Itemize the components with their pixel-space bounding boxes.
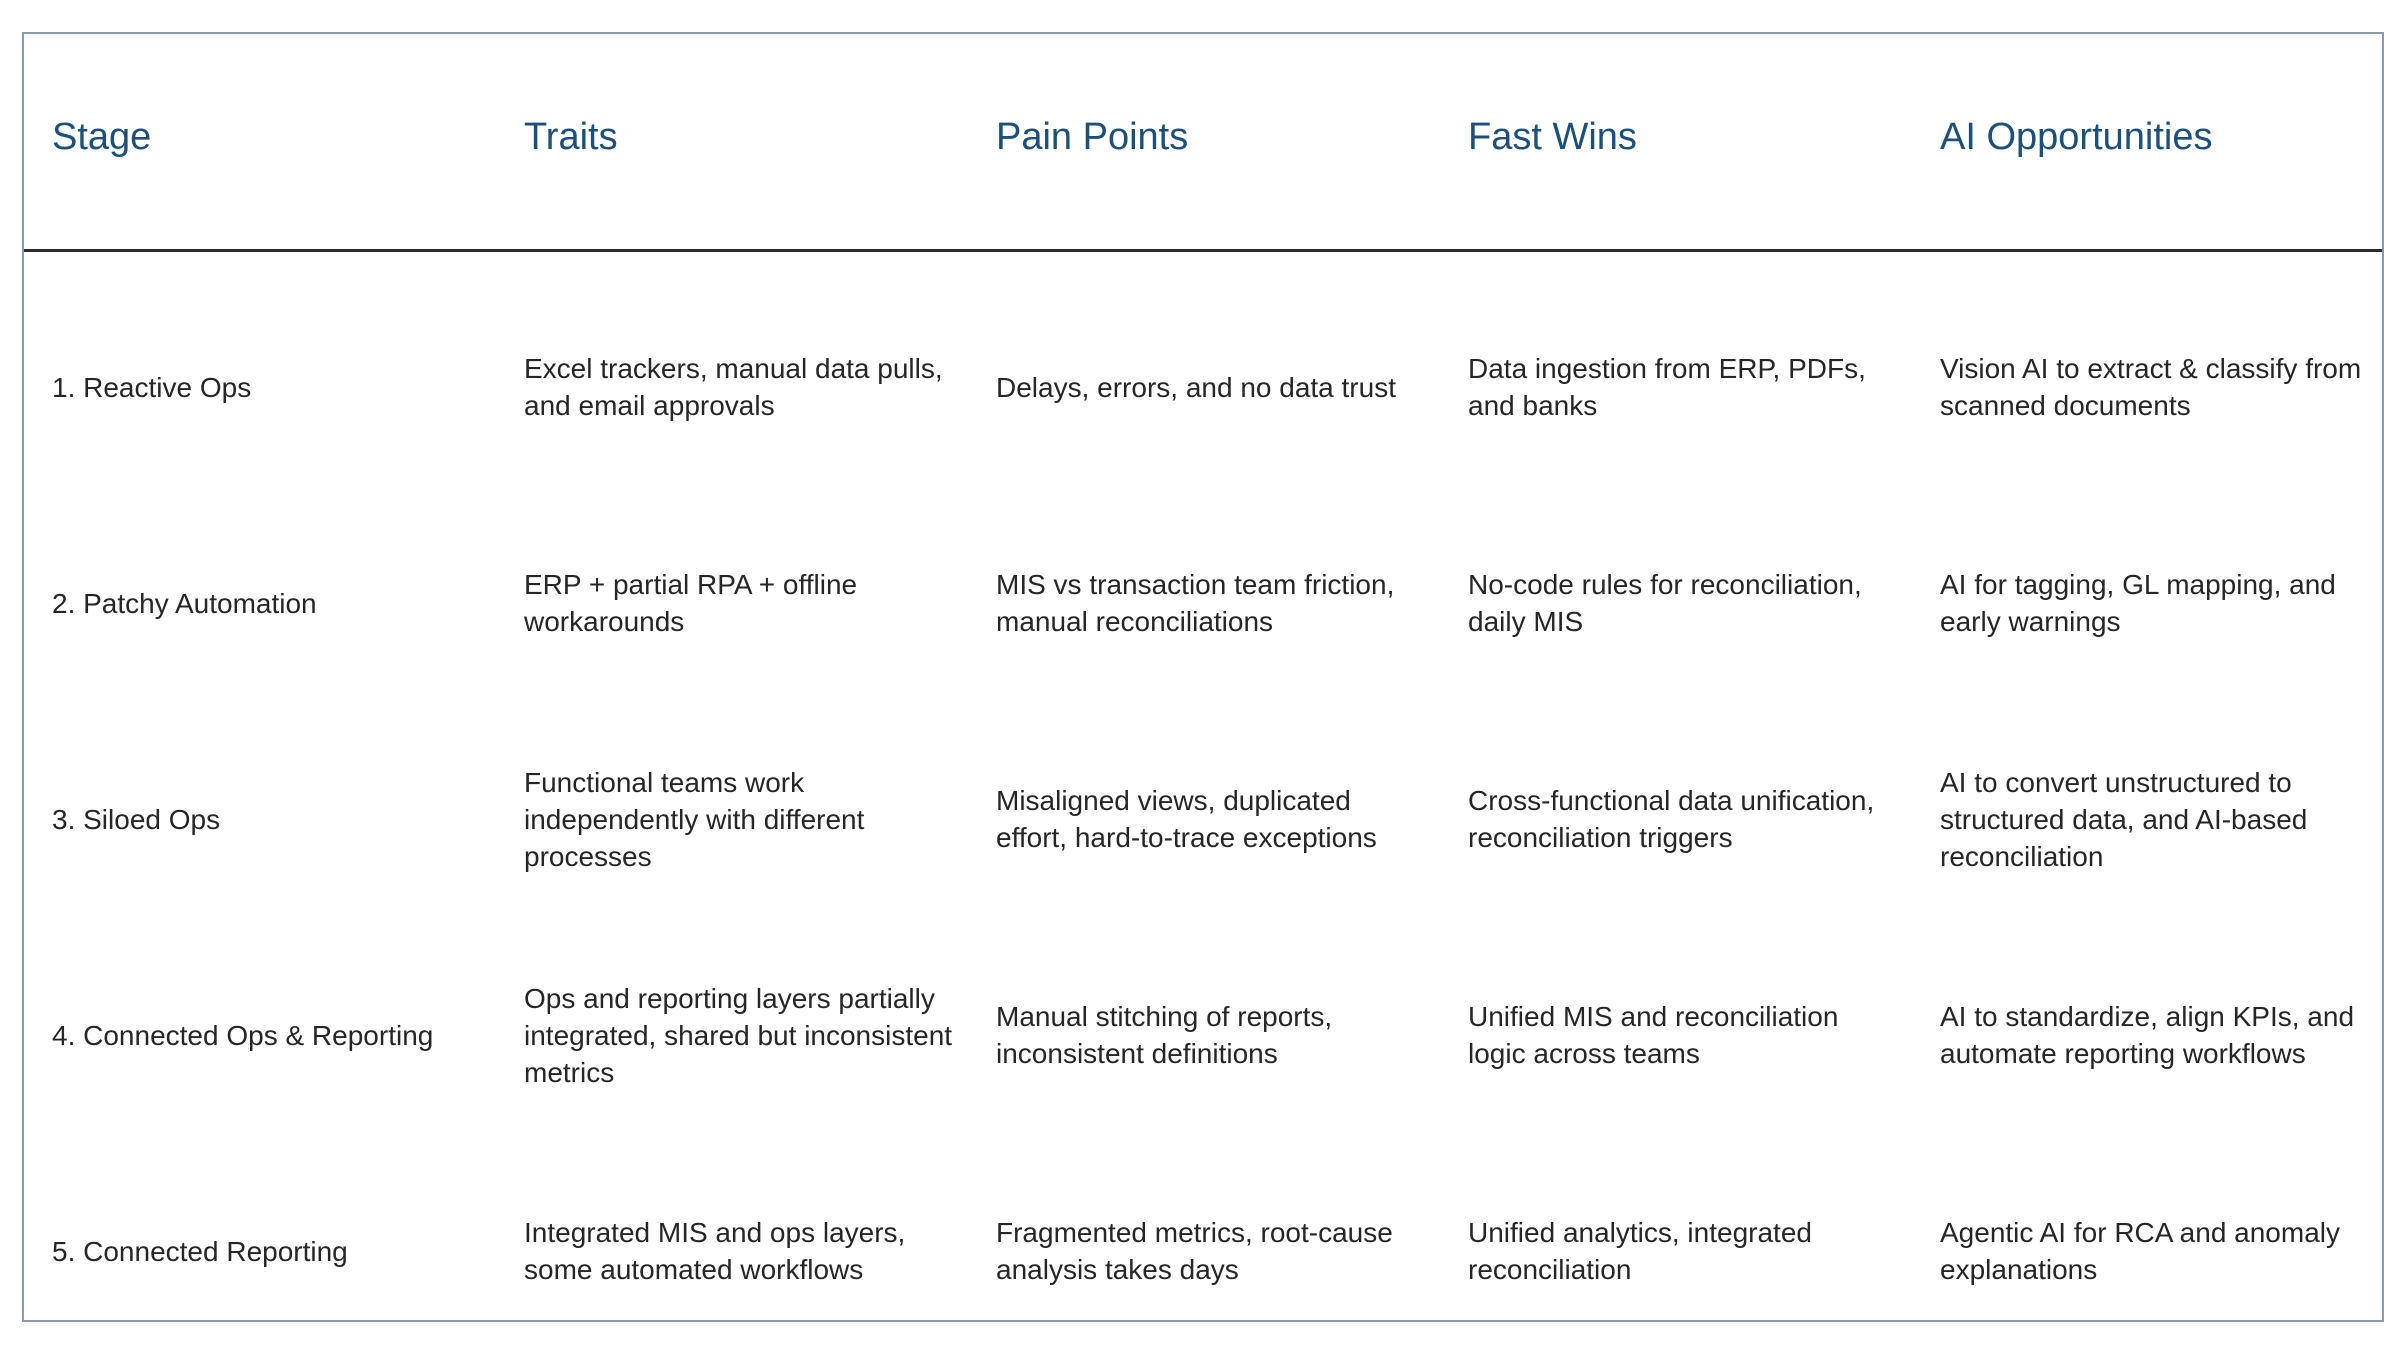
fast-wins-cell: Unified analytics, integrated reconciliation xyxy=(1468,1217,1812,1285)
header-ai-opportunities: AI Opportunities xyxy=(1940,116,2213,158)
header-traits: Traits xyxy=(524,116,618,158)
header-fast-wins: Fast Wins xyxy=(1468,116,1637,158)
stage-cell: 5. Connected Reporting xyxy=(52,1235,348,1267)
header-pain-points: Pain Points xyxy=(996,116,1189,158)
table-row xyxy=(24,279,2382,495)
ai-opportunities-cell: AI to standardize, align KPIs, and automate reporting workflows xyxy=(1940,1001,2355,1069)
header-stage: Stage xyxy=(52,116,152,158)
pain-points-cell: Fragmented metrics, root-cause analysis takes days xyxy=(996,1217,1393,1285)
table-row xyxy=(24,927,2382,1143)
pain-points-cell: Manual stitching of reports, inconsistent definitions xyxy=(996,1001,1333,1069)
maturity-table xyxy=(22,32,2384,1322)
fast-wins-cell: No-code rules for reconciliation, daily MIS xyxy=(1468,569,1862,637)
ai-opportunities-cell: AI to convert unstructured to structured data, and AI-based reconciliation xyxy=(1940,766,2308,872)
pain-points-cell: MIS vs transaction team friction, manual reconciliations xyxy=(996,569,1395,637)
ai-opportunities-cell: AI for tagging, GL mapping, and early warnings xyxy=(1940,569,2336,637)
ai-opportunities-cell: Vision AI to extract & classify from scanned documents xyxy=(1940,353,2362,421)
traits-cell: Excel trackers, manual data pulls, and email approvals xyxy=(524,353,943,421)
traits-cell: Integrated MIS and ops layers, some automated workflows xyxy=(524,1217,906,1285)
stage-cell: 2. Patchy Automation xyxy=(52,587,317,619)
fast-wins-cell: Cross-functional data unification, reconciliation triggers xyxy=(1468,785,1875,853)
fast-wins-cell: Unified MIS and reconciliation logic across teams xyxy=(1468,1001,1839,1069)
stage-cell: 4. Connected Ops & Reporting xyxy=(52,1019,434,1051)
table-row xyxy=(24,711,2382,927)
stage-cell: 1. Reactive Ops xyxy=(52,371,252,403)
traits-cell: ERP + partial RPA + offline workarounds xyxy=(524,569,858,637)
traits-cell: Ops and reporting layers partially integrated, shared but inconsistent metrics xyxy=(524,982,953,1088)
ai-opportunities-cell: Agentic AI for RCA and anomaly explanations xyxy=(1940,1217,2340,1285)
table-header xyxy=(24,34,2382,252)
pain-points-cell: Misaligned views, duplicated effort, hard-to-trace exceptions xyxy=(996,785,1377,853)
table-row xyxy=(24,495,2382,711)
pain-points-cell: Delays, errors, and no data trust xyxy=(996,371,1396,403)
table-row xyxy=(24,1143,2382,1359)
traits-cell: Functional teams work independently with different processes xyxy=(524,766,865,872)
fast-wins-cell: Data ingestion from ERP, PDFs, and banks xyxy=(1468,353,1866,421)
stage-cell: 3. Siloed Ops xyxy=(52,803,221,835)
